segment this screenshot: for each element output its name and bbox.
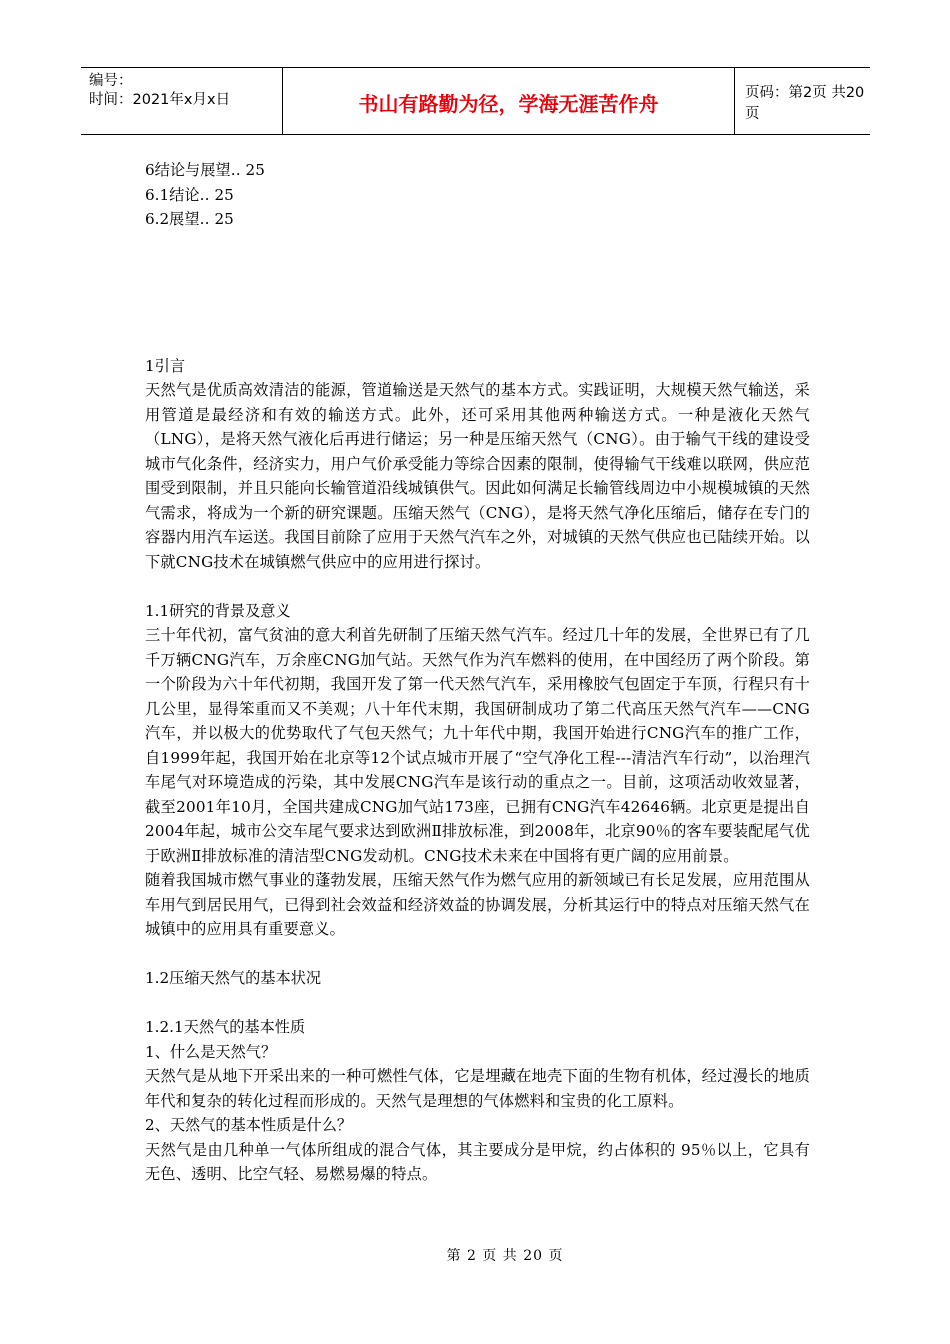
- section-heading-background: 1.1研究的背景及意义: [145, 601, 291, 620]
- background-paragraph-1: 三十年代初，富气贫油的意大利首先研制了压缩天然气汽车。经过几十年的发展，全世界已有了几千万辆CNG汽车，万余座CNG加气站。天然气作为汽车燃料的使用，在中国经历了两个阶段。第一个阶段为六十年代初期，我国开发了第一代天然气汽车，采用橡胶气包固定于车顶，行程只有十几公里，显得笨重而又不美观；八十年代末期，我国研制成功了第二代高压天然气汽车——CNG汽车，并以极大的优势取代了气包天然气；九十年代中期，我国开始进行CNG汽车的推广工作，自1999年起，我国开始在北京等12个试点城市开展了“空气净化工程---清洁汽车行动”，以治理汽车尾气对环境造成的污染，其中发展CNG汽车是该行动的重点之一。目前，这项活动收效显著，截至2001年10月，全国共建成CNG加气站173座，已拥有CNG汽车42646辆。北京更是提出自2004年起，城市公交车尾气要求达到欧洲Ⅱ排放标准，到2008年，北京90％的客车要装配尾气优于欧洲Ⅱ排放标准的清洁型CNG发动机。CNG技术未来在中国将有更广阔的应用前景。: [145, 626, 810, 865]
- intro-paragraph: 天然气是优质高效清洁的能源，管道输送是天然气的基本方式。实践证明，大规模天然气输送，采用管道是最经济和有效的输送方式。此外，还可采用其他两种输送方式。一种是液化天然气（LNG），是将天然气液化后再进行储运；另一种是压缩天然气（CNG）。由于输气干线的建设受城市气化条件，经济实力，用户气价承受能力等综合因素的限制，使得输气干线难以联网，供应范围受到限制，并且只能向长输管道沿线城镇供气。因此如何满足长输管线周边中小规模城镇的天然气需求，将成为一个新的研究课题。压缩天然气（CNG），是将天然气净化压缩后，储存在专门的容器内用汽车运送。我国目前除了应用于天然气汽车之外，对城镇的天然气供应也已陆续开始。以下就CNG技术在城镇燃气供应中的应用进行探讨。: [145, 381, 810, 571]
- page-footer: 第 2 页 共 20 页: [446, 1248, 564, 1264]
- page-header: [81, 67, 870, 135]
- header-page-info: 页码：第2页 共20页: [745, 85, 865, 122]
- document-number-label: 编号：: [89, 73, 133, 89]
- toc-entry: 6结论与展望‥ 25: [145, 161, 265, 179]
- header-meta-cell: [81, 68, 283, 134]
- answer-2: 天然气是由几种单一气体所组成的混合气体，其主要成分是甲烷，约占体积的 95％以上，它具有无色、透明、比空气轻、易燃易爆的特点。: [145, 1140, 810, 1183]
- section-heading-nature: 1.2.1天然气的基本性质: [145, 1018, 306, 1036]
- question-2: 2、天然气的基本性质是什么？: [145, 1116, 353, 1134]
- section-heading-intro: 1引言: [145, 356, 186, 375]
- header-motto: 书山有路勤为径，学海无涯苦作舟: [283, 68, 735, 134]
- toc-entry: 6.1结论‥ 25: [145, 185, 234, 204]
- document-time-label: 时间：2021年x月x日: [89, 92, 231, 108]
- answer-1: 天然气是从地下开采出来的一种可燃性气体，它是埋藏在地壳下面的生物有机体，经过漫长的地质年代和复杂的转化过程而形成的。天然气是理想的气体燃料和宝贵的化工原料。: [145, 1067, 810, 1110]
- document-body: [145, 158, 810, 1187]
- toc-entry: 6.2展望‥ 25: [145, 210, 234, 228]
- section-heading-basic-status: 1.2压缩天然气的基本状况: [145, 969, 322, 987]
- question-1: 1、什么是天然气？: [145, 1042, 277, 1061]
- background-paragraph-2: 随着我国城市燃气事业的蓬勃发展，压缩天然气作为燃气应用的新领域已有长足发展，应用范围从车用气到居民用气，已得到社会效益和经济效益的协调发展，分析其运行中的特点对压缩天然气在城镇中的应用具有重要意义。: [145, 871, 810, 938]
